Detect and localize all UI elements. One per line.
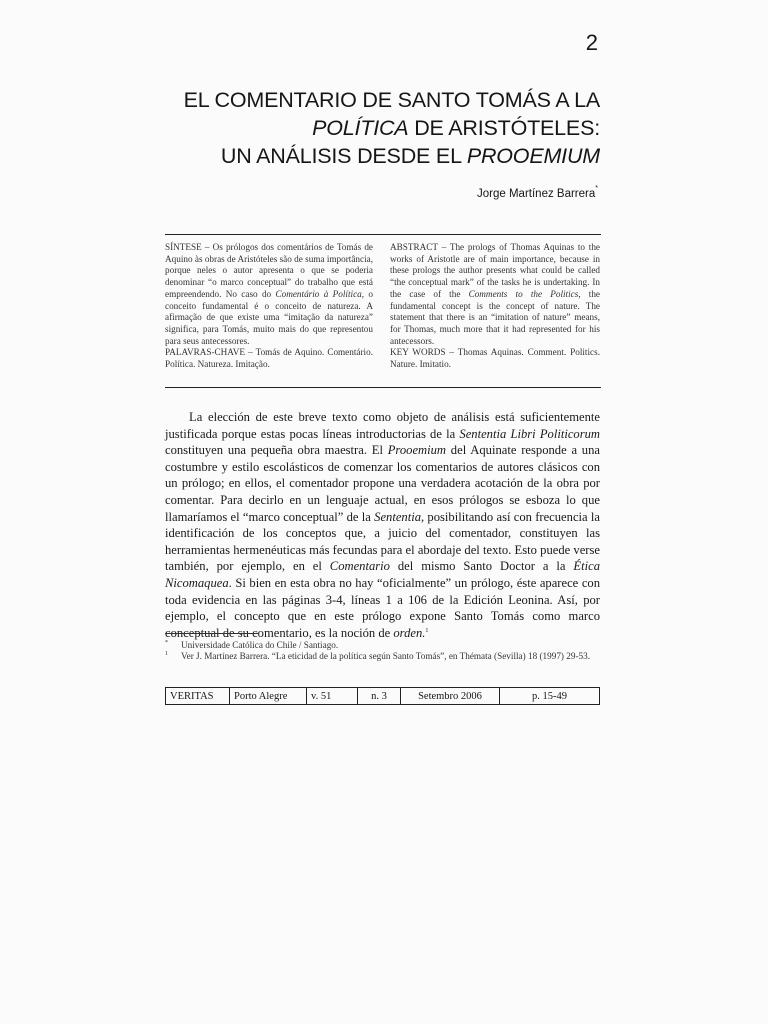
title-line-2 — [160, 114, 600, 142]
footnote-author: * Universidade Católica do Chile / Santiago. — [165, 640, 339, 650]
abstract-text: ABSTRACT – The prologs of Thomas Aquinas to the works of Aristotle are of main importance, because in these prologs the author presents what could be called “the conceptual mark” of the tasks he is undertaking. In the case of the Comments to the Politics, the fundamental concept is the concept of nature. The statement that there is an “imitation of nature” means, for Thomas, much more that it had represented for his antecessors. — [390, 242, 600, 346]
biblio-volume: v. 51 — [307, 688, 358, 705]
title-line-2-rest: DE ARISTÓTELES: — [408, 116, 600, 140]
footnotes — [165, 640, 600, 663]
author-footnote-mark: * — [595, 185, 598, 192]
biblio-city: Porto Alegre — [230, 688, 307, 705]
key-words: KEY WORDS – Thomas Aquinas. Comment. Politics. Nature. Imitatio. — [390, 347, 600, 370]
biblio-row — [166, 688, 600, 705]
abstract-english — [390, 242, 600, 371]
bibliographic-line — [165, 687, 600, 705]
body-paragraph: La elección de este breve texto como objeto de análisis está suficientemente justificada porque estas pocas líneas introductorias de la Sententia Libri Politicorum constituyen una pequeña obra maestra. El Prooemium del Aquinate responde a una costumbre y estilo escolásticos de comenzar los comentarios de autores clásicos con un prólogo; en ellos, el comentador propone una verdadera acotación de la obra por comentar. Para decirlo en un lenguaje actual, en esos prólogos se esboza lo que llamaríamos el “marco conceptual” de la Sententia, posibilitando así con frecuencia la identificación de los conceptos que, a juicio del comentador, constituyen las herramientas hermenéuticas más fecundas para el abordaje del texto. Esto puede verse también, por ejemplo, en el Comentario del mismo Santo Doctor a la Ética Nicomaquea. Si bien en esta obra no hay “oficialmente” un prólogo, éste aparece con toda evidencia en las páginas 3-4, líneas 1 a 106 de la Edición Leonina. Así, por ejemplo, el concepto que en este prólogo expone Santo Tomás como marco conceptual de su comentario, es la noción de orden.$^1$ — [165, 410, 600, 640]
palavras-chave: PALAVRAS-CHAVE – Tomás de Aquino. Comentário. Política. Natureza. Imitação. — [165, 347, 373, 370]
author-name: Jorge Martínez Barrera — [477, 188, 596, 200]
abstract-portuguese — [165, 242, 373, 371]
footnote-rule — [165, 633, 258, 634]
title-italic-prooemium: PROOEMIUM — [466, 144, 600, 168]
title-italic-politica: POLÍTICA — [312, 116, 409, 140]
abstract-box — [165, 234, 601, 388]
footnote-1: 1 Ver J. Martínez Barrera. “La eticidad de la política según Santo Tomás”, en Thémata (Sevilla) 18 (1997) 29-53. — [165, 651, 590, 662]
author — [477, 185, 598, 200]
biblio-journal: VERITAS — [166, 688, 230, 705]
title-line-3 — [160, 142, 600, 170]
page-number: 2 — [585, 30, 598, 55]
biblio-pages: p. 15-49 — [500, 688, 600, 705]
title-line-3-text: UN ANÁLISIS DESDE EL — [220, 144, 467, 168]
title-line-1: EL COMENTARIO DE SANTO TOMÁS A LA — [183, 88, 600, 112]
biblio-date: Setembro 2006 — [401, 688, 500, 705]
sintese-text: SÍNTESE – Os prólogos dos comentários de Tomás de Aquino às obras de Aristóteles são de suma importância, porque neles o autor apresenta o que se poderia denominar “o marco conceptual” do trabalho que está empreendendo. No caso do Comentário à Política, o conceito fundamental é o conceito de natureza. A afirmação de que existe uma “imitação da natureza” significa, para Tomás, muito mais do que representou para seus antecessores. — [165, 242, 373, 346]
biblio-number: n. 3 — [358, 688, 401, 705]
footnote-ref-1[interactable]: 1 — [425, 627, 429, 634]
article-title — [160, 86, 600, 170]
